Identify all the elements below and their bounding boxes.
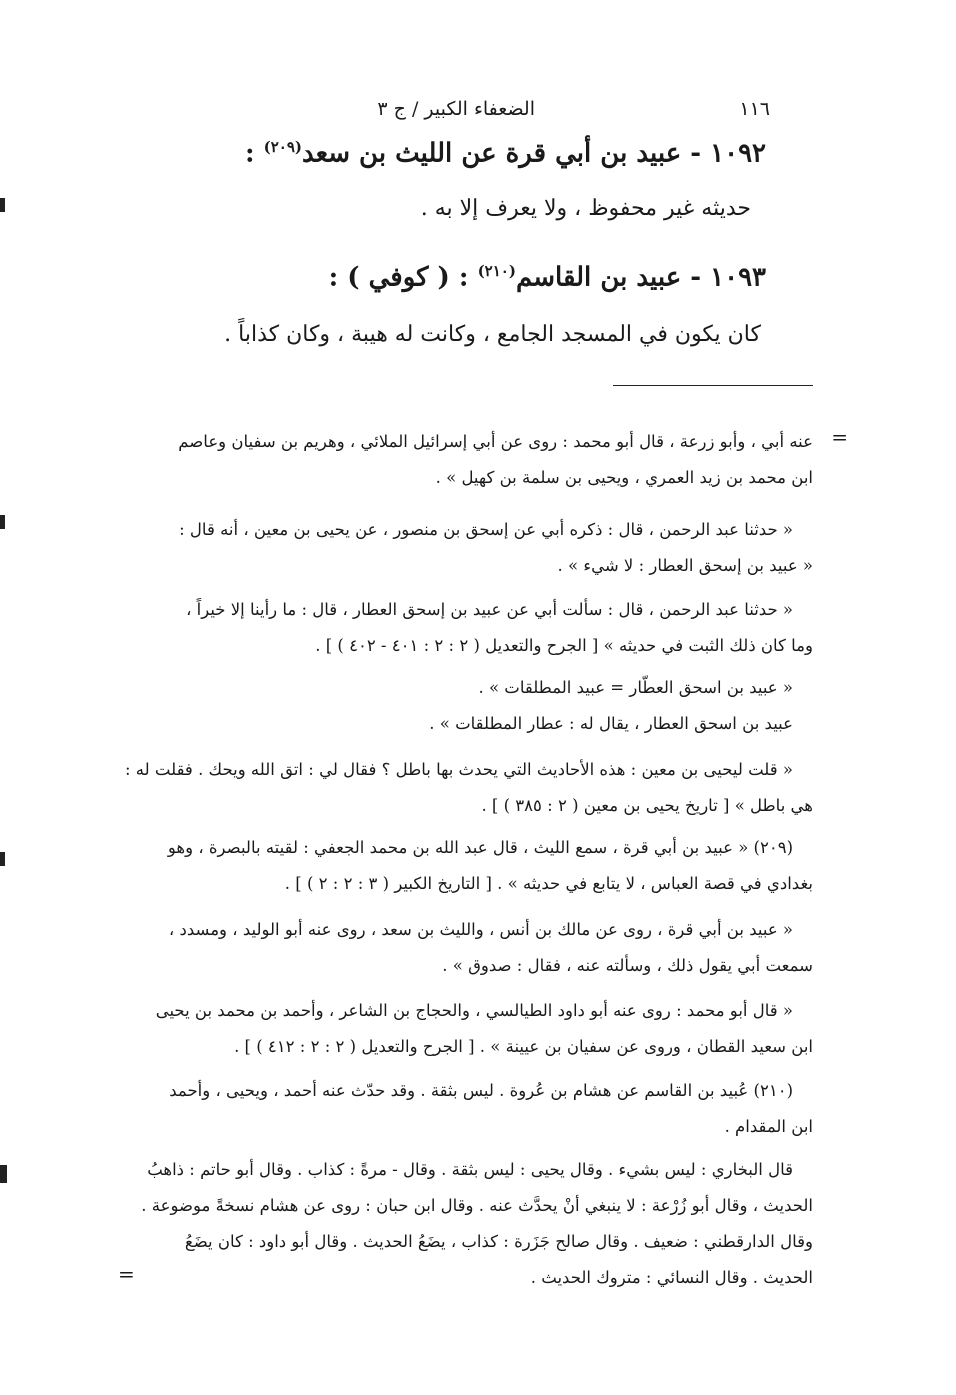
- page-number: ١١٦: [739, 98, 770, 120]
- footnote-line: « حدثنا عبد الرحمن ، قال : ذكره أبي عن إسحق بن منصور ، عن يحيى بن معين ، أنه قال :: [179, 520, 793, 539]
- continues-marker: =: [118, 1262, 135, 1286]
- footnote-209: [133, 830, 813, 902]
- running-header: [180, 98, 770, 128]
- footnote-line: (٢٠٩) « عبيد بن أبي قرة ، سمع الليث ، قال عبد الله بن محمد الجعفي : لقيته بالبصرة ، وهو: [167, 838, 793, 857]
- footnote-line: « قلت ليحيى بن معين : هذه الأحاديث التي يحدث بها باطل ؟ فقال لي : اتق الله ويحك . فقلت له :: [125, 760, 793, 779]
- scan-edge-mark: [0, 1165, 7, 1183]
- book-title: الضعفاء الكبير / ج ٣: [377, 98, 535, 120]
- footnote-line: (٢١٠) عُبيد بن القاسم عن هشام بن عُروة . ليس بثقة . وقد حدّث عنه أحمد ، ويحيى ، وأحمد: [169, 1081, 793, 1100]
- footnote-line: ابن سعيد القطان ، وروى عن سفيان بن عيينة » . [ الجرح والتعديل ( ٢ : ٢ : ٤١٢ ) ] .: [234, 1037, 813, 1056]
- entry-heading-1093: [329, 262, 766, 293]
- footnote-line: بغدادي في قصة العباس ، لا يتابع في حديثه » . [ التاريخ الكبير ( ٣ : ٢ : ٢ ) ] .: [284, 874, 813, 893]
- footnote-ref: (٢٠٩): [263, 138, 303, 156]
- entry-heading-text: ١٠٩٣ - عبيد بن القاسم: [515, 262, 766, 293]
- footnote-block: [133, 1152, 813, 1296]
- entry-body-1093: كان يكون في المسجد الجامع ، وكانت له هيبة ، وكان كذاباً .: [224, 322, 761, 347]
- footnote-line: ابن المقدام .: [724, 1117, 813, 1136]
- scan-edge-mark: [0, 852, 5, 866]
- footnote-line: « قال أبو محمد : روى عنه أبو داود الطيالسي ، والحجاج بن الشاعر ، وأحمد بن محمد بن يحيى: [155, 1001, 793, 1020]
- footnote-block: [133, 592, 813, 664]
- footnote-block: [133, 670, 813, 742]
- entry-heading-1092: [245, 138, 766, 169]
- continued-marker: =: [831, 425, 848, 449]
- footnote-210: [133, 1073, 813, 1145]
- footnote-line: عنه أبي ، وأبو زرعة ، قال أبو محمد : روى عن أبي إسرائيل الملائي ، وهريم بن سفيان وعاصم: [178, 432, 813, 451]
- entry-heading-tail: :: [244, 138, 264, 169]
- footnote-line: « عبيد بن اسحق العطّار = عبيد المطلقات » .: [478, 678, 793, 697]
- footnote-line: « حدثنا عبد الرحمن ، قال : سألت أبي عن عبيد بن إسحق العطار ، قال : ما رأينا إلا خيراً ،: [186, 600, 793, 619]
- footnote-line: قال البخاري : ليس بشيء . وقال يحيى : ليس بثقة . وقال - مرةً : كذاب . وقال أبو حاتم : ذاهبُ: [147, 1160, 793, 1179]
- footnote-line: وما كان ذلك الثبت في حديثه » [ الجرح والتعديل ( ٢ : ٢ : ٤٠١ - ٤٠٢ ) ] .: [315, 636, 813, 655]
- footnote-block: [133, 424, 813, 496]
- footnote-block: [133, 512, 813, 584]
- entry-heading-text: ١٠٩٢ - عبيد بن أبي قرة عن الليث بن سعد: [302, 138, 766, 169]
- footnote-ref: (٢١٠): [477, 262, 516, 280]
- footnote-line: وقال الدارقطني : ضعيف . وقال صالح جَزَرة : كذاب ، يضَعُ الحديث . وقال أبو داود : كان يضَعُ: [184, 1232, 813, 1251]
- footnote-line: « عبيد بن إسحق العطار : لا شيء » .: [557, 556, 813, 575]
- scan-edge-mark: [0, 198, 5, 212]
- footnote-block: [125, 752, 813, 824]
- footnote-line: الحديث . وقال النسائي : متروك الحديث .: [530, 1268, 813, 1287]
- footnote-line: عبيد بن اسحق العطار ، يقال له : عطار المطلقات » .: [429, 714, 793, 733]
- footnote-separator: [613, 385, 813, 386]
- entry-body-1092: حديثه غير محفوظ ، ولا يعرف إلا به .: [420, 196, 751, 221]
- footnote-line: ابن محمد بن زيد العمري ، ويحيى بن سلمة بن كهيل » .: [435, 468, 813, 487]
- footnote-line: الحديث ، وقال أبو زُرْعة : لا ينبغي أنْ يحدَّث عنه . وقال ابن حبان : روى عن هشام نسخةً موضوعة .: [141, 1196, 813, 1215]
- footnote-block: [133, 993, 813, 1065]
- entry-heading-tail: : ( كوفي ) :: [328, 262, 478, 293]
- scan-edge-mark: [0, 515, 5, 529]
- footnote-line: سمعت أبي يقول ذلك ، وسألته عنه ، فقال : صدوق » .: [442, 956, 813, 975]
- footnote-line: « عبيد بن أبي قرة ، روى عن مالك بن أنس ، والليث بن سعد ، روى عنه أبو الوليد ، ومسدد ،: [168, 920, 793, 939]
- footnote-line: هي باطل » [ تاريخ يحيى بن معين ( ٢ : ٣٨٥ ) ] .: [481, 796, 813, 815]
- footnote-block: [133, 912, 813, 984]
